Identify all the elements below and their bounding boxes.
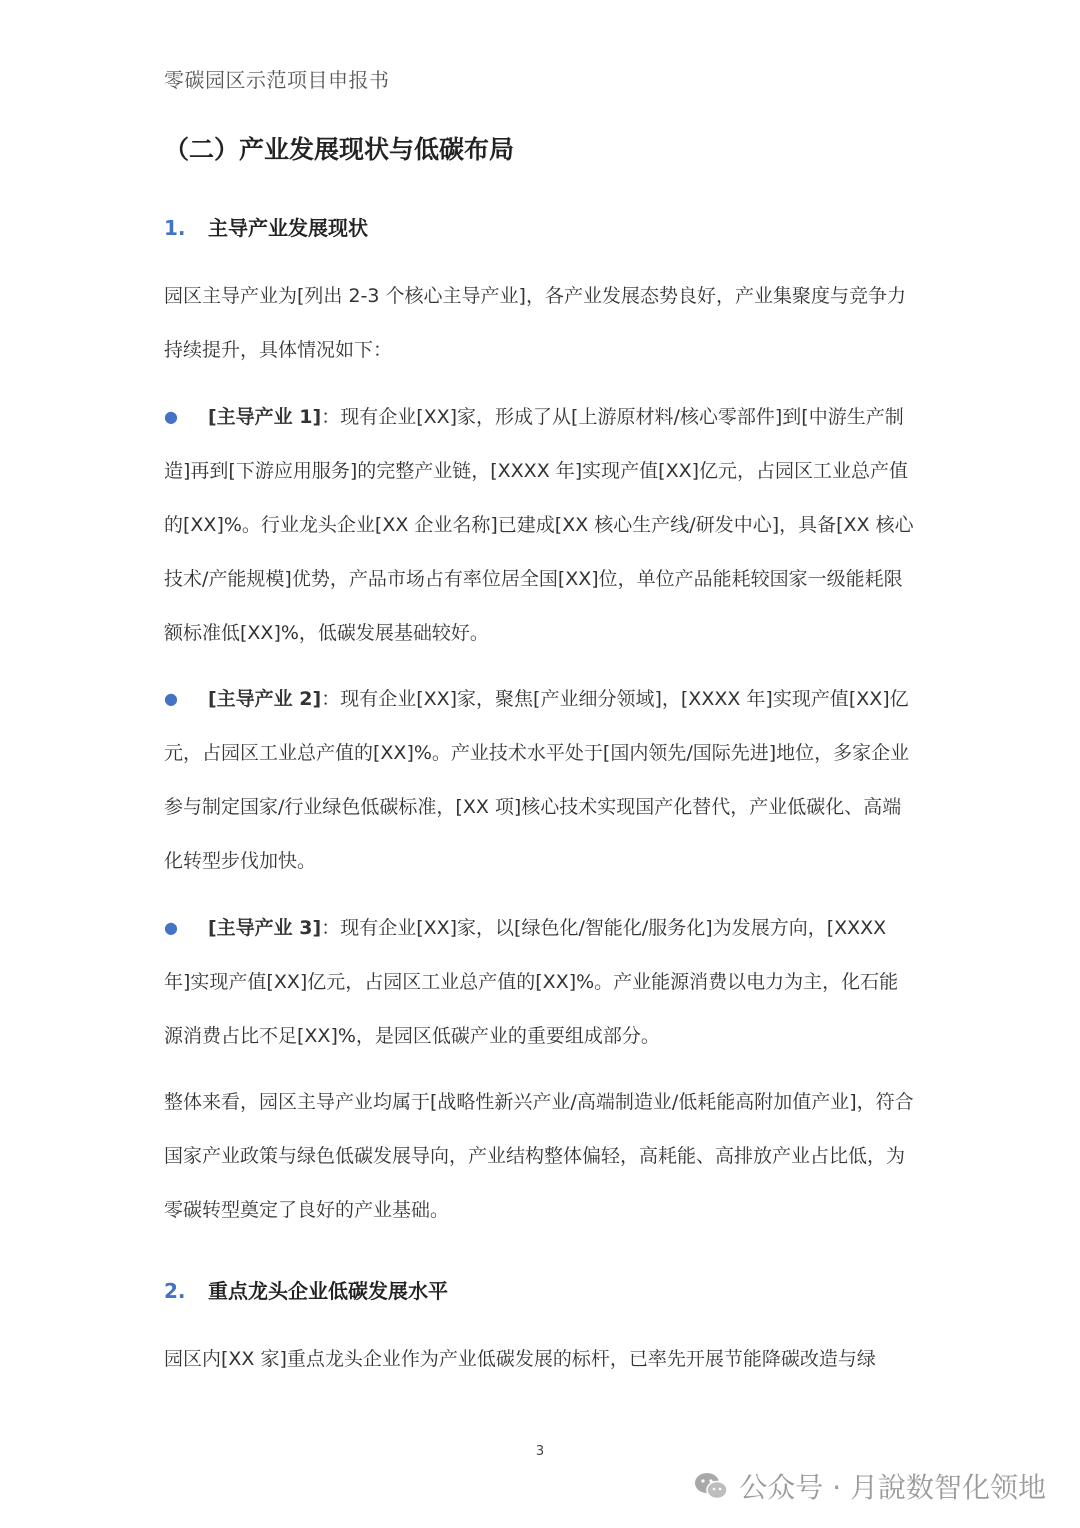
bullet-text: ：现有企业[XX]家，以[绿色化/智能化/服务化]为发展方向，[XXXX 年]实现产值[XX]亿元，占园区工业总产值的[XX]%。产业能源消费以电力为主，化石能源消费占比不足[XX]%，是园区低碳产业的重要组成部分。 (164, 917, 899, 1047)
document-header: 零碳园区示范项目申报书 (164, 68, 390, 92)
subhead-text: 主导产业发展现状 (208, 216, 368, 240)
bullet-item-3 (164, 901, 916, 1063)
watermark-text: 公众号 · 月說数智化领地 (739, 1471, 1046, 1504)
bullet-item-1 (164, 390, 916, 660)
paragraph-2: 园区内[XX 家]重点龙头企业作为产业低碳发展的标杆，已率先开展节能降碳改造与绿 (164, 1348, 876, 1370)
subhead-number: 1. (164, 216, 186, 240)
subhead-1 (164, 212, 368, 241)
wechat-icon (693, 1471, 729, 1501)
subhead-text: 重点龙头企业低碳发展水平 (208, 1279, 448, 1303)
page-number: 3 (535, 1444, 545, 1459)
bullet-icon: ● (164, 407, 178, 426)
bullet-item-2 (164, 672, 916, 888)
intro-paragraph: 园区主导产业为[列出 2-3 个核心主导产业]，各产业发展态势良好，产业集聚度与竞争力持续提升，具体情况如下： (164, 285, 906, 361)
summary-paragraph: 整体来看，园区主导产业均属于[战略性新兴产业/高端制造业/低耗能高附加值产业]，符合国家产业政策与绿色低碳发展导向，产业结构整体偏轻，高耗能、高排放产业占比低，为零碳转型奠定了良好的产业基础。 (164, 1091, 914, 1221)
bullet-icon: ● (164, 918, 178, 937)
subhead-number: 2. (164, 1279, 186, 1303)
bullet-icon: ● (164, 689, 178, 708)
bullet-text: ：现有企业[XX]家，聚焦[产业细分领域]，[XXXX 年]实现产值[XX]亿元，占园区工业总产值的[XX]%。产业技术水平处于[国内领先/国际先进]地位，多家企业参与制定国家/行业绿色低碳标准，[XX 项]核心技术实现国产化替代，产业低碳化、高端化转型步伐加快。 (164, 688, 910, 872)
bullet-label: [主导产业 3] (208, 917, 322, 939)
bullet-label: [主导产业 2] (208, 688, 322, 710)
section-title: （二）产业发展现状与低碳布局 (164, 135, 515, 164)
subhead-2 (164, 1275, 448, 1304)
watermark (693, 1466, 1046, 1506)
bullet-label: [主导产业 1] (208, 406, 322, 428)
bullet-text: ：现有企业[XX]家，形成了从[上游原材料/核心零部件]到[中游生产制造]再到[下游应用服务]的完整产业链，[XXXX 年]实现产值[XX]亿元，占园区工业总产值的[XX]%。行业龙头企业[XX 企业名称]已建成[XX 核心生产线/研发中心]，具备[XX 核心技术/产能规模]优势，产品市场占有率位居全国[XX]位，单位产品能耗较国家一级能耗限额标准低[XX]%，低碳发展基础较好。 (164, 406, 914, 644)
